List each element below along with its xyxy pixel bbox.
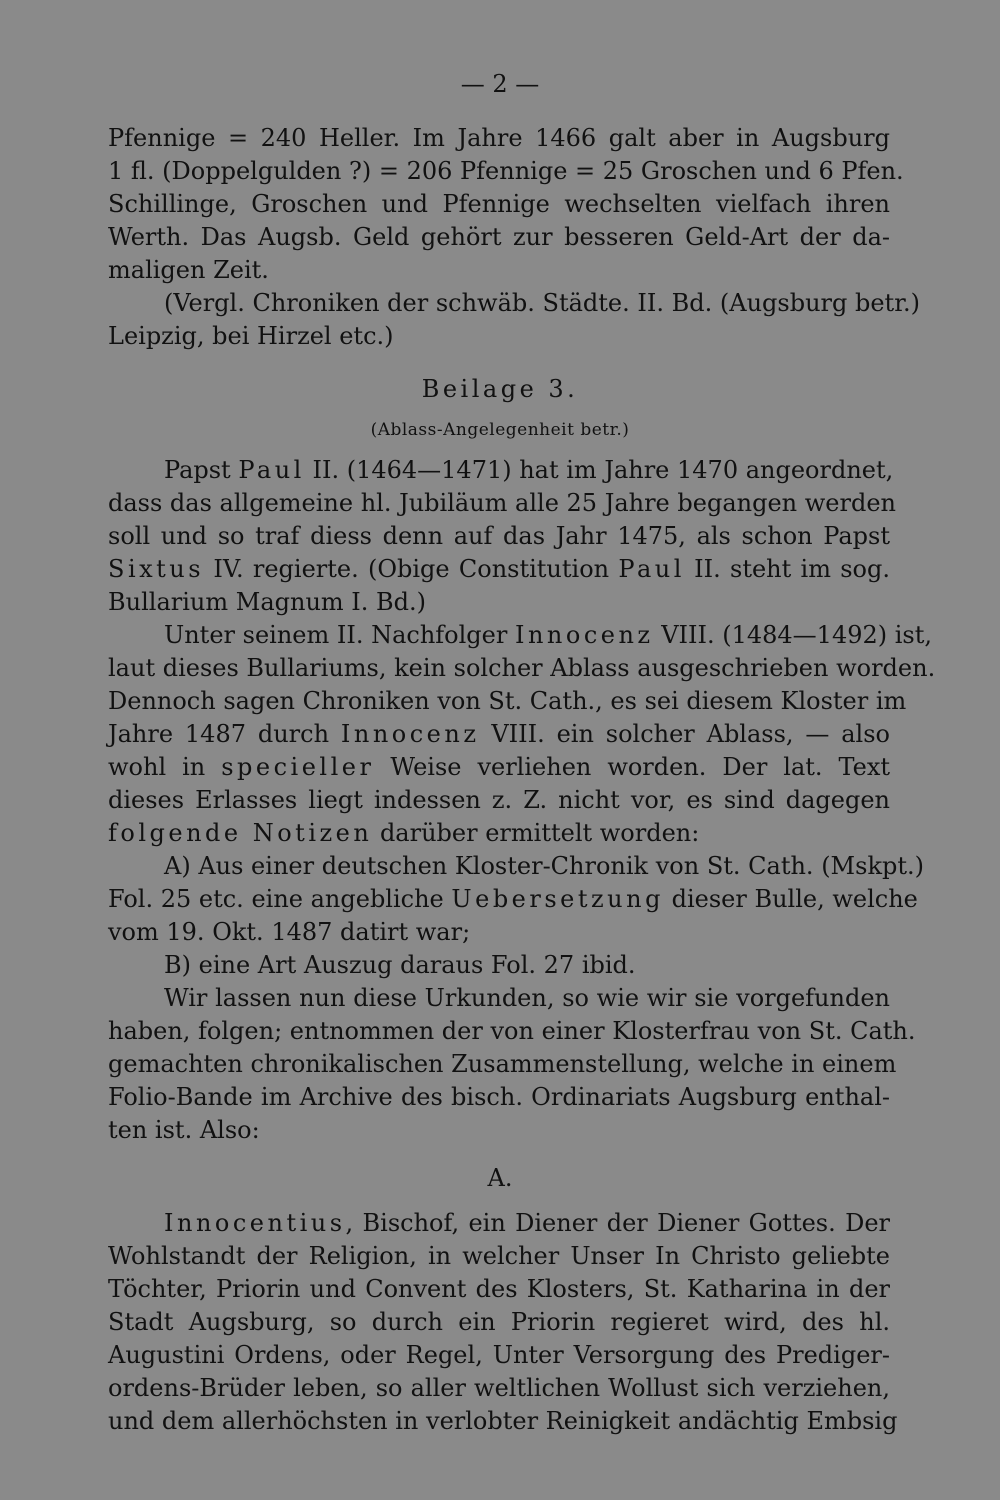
text-line: maligen Zeit. xyxy=(108,256,269,284)
section-label: A. xyxy=(487,1164,513,1192)
spaced-name: Paul xyxy=(618,555,685,583)
text-line: Schillinge, Groschen und Pfennige wechselten vielfach ihren xyxy=(108,190,890,218)
text-line: Dennoch sagen Chroniken von St. Cath., es sei diesem Kloster im xyxy=(108,687,907,715)
text-line xyxy=(164,619,933,651)
text-line: haben, folgen; entnommen der von einer Klosterfrau von St. Cath. xyxy=(108,1017,916,1045)
text-line xyxy=(108,883,918,915)
text-run: darüber ermittelt worden: xyxy=(372,819,700,847)
spaced-name: Paul xyxy=(238,456,305,484)
text-line: dass das allgemeine hl. Jubiläum alle 25 Jahre begangen werden xyxy=(108,489,896,517)
text-line: soll und so traf diess denn auf das Jahr 1475, als schon Papst xyxy=(108,522,890,550)
text-line xyxy=(164,1207,890,1239)
text-run: , Bischof, ein Diener der Diener Gottes. Der xyxy=(345,1209,890,1237)
text-line xyxy=(108,553,890,585)
spaced-name: Innocenz xyxy=(514,621,654,649)
spaced-name: Innocenz xyxy=(340,720,480,748)
text-run: Jahre 1487 durch xyxy=(108,720,341,748)
spaced-word: specieller xyxy=(221,753,375,781)
text-line: und dem allerhöchsten in verlobter Reinigkeit andächtig Embsig xyxy=(108,1407,898,1435)
spaced-word: Uebersetzung xyxy=(451,885,664,913)
page-number: — 2 — xyxy=(460,70,540,98)
text-line: Leipzig, bei Hirzel etc.) xyxy=(108,322,394,350)
text-run: dieser Bulle, welche xyxy=(663,885,918,913)
text-line: Pfennige = 240 Heller. Im Jahre 1466 galt aber in Augsburg xyxy=(108,124,890,152)
text-run: Papst xyxy=(164,456,239,484)
text-line: gemachten chronikalischen Zusammenstellung, welche in einem xyxy=(108,1050,897,1078)
text-run: Unter seinem II. Nachfolger xyxy=(164,621,515,649)
text-line: Bullarium Magnum I. Bd.) xyxy=(108,588,427,616)
text-line: Stadt Augsburg, so durch ein Priorin regieret wird, des hl. xyxy=(108,1308,890,1336)
text-line xyxy=(108,817,890,849)
text-run: Weise verliehen worden. Der lat. Text xyxy=(374,753,891,781)
text-line: vom 19. Okt. 1487 datirt war; xyxy=(108,918,471,946)
text-line: Werth. Das Augsb. Geld gehört zur besseren Geld-Art der da- xyxy=(108,223,890,251)
text-line: Augustini Ordens, oder Regel, Unter Versorgung des Prediger- xyxy=(108,1341,890,1369)
text-run: VIII. (1484—1492) ist, xyxy=(653,621,933,649)
text-run: VIII. ein solcher Ablass, — also xyxy=(479,720,890,748)
text-line: laut dieses Bullariums, kein solcher Ablass ausgeschrieben worden. xyxy=(108,654,936,682)
text-line: (Vergl. Chroniken der schwäb. Städte. II. Bd. (Augsburg betr.) xyxy=(164,289,921,317)
text-line: ten ist. Also: xyxy=(108,1116,260,1144)
text-run: II. steht im sog. xyxy=(684,555,891,583)
text-line: A) Aus einer deutschen Kloster-Chronik von St. Cath. (Mskpt.) xyxy=(164,852,924,880)
text-run: Fol. 25 etc. eine angebliche xyxy=(108,885,452,913)
spaced-name: Innocentius xyxy=(164,1209,346,1237)
text-run: II. (1464—1471) hat im Jahre 1470 angeordnet, xyxy=(304,456,894,484)
spaced-word: folgende Notizen xyxy=(108,819,373,847)
section-subheading: (Ablass-Angelegenheit betr.) xyxy=(370,420,630,440)
text-line xyxy=(108,751,890,783)
text-line xyxy=(164,454,894,486)
text-line: 1 fl. (Doppelgulden ?) = 206 Pfennige = 25 Groschen und 6 Pfen. xyxy=(108,157,904,185)
text-line: dieses Erlasses liegt indessen z. Z. nicht vor, es sind dagegen xyxy=(108,786,890,814)
text-run: wohl in xyxy=(108,753,222,781)
text-line: Wir lassen nun diese Urkunden, so wie wir sie vorgefunden xyxy=(164,984,890,1012)
text-run: IV. regierte. (Obige Constitution xyxy=(204,555,619,583)
text-line: Töchter, Priorin und Convent des Klosters, St. Katharina in der xyxy=(108,1275,890,1303)
text-line: Folio-Bande im Archive des bisch. Ordinariats Augsburg enthal- xyxy=(108,1083,890,1111)
section-heading: Beilage 3. xyxy=(421,375,579,403)
text-line xyxy=(108,718,890,750)
text-line: ordens-Brüder leben, so aller weltlichen Wollust sich verziehen, xyxy=(108,1374,890,1402)
text-line: B) eine Art Auszug daraus Fol. 27 ibid. xyxy=(164,951,636,979)
text-line: Wohlstandt der Religion, in welcher Unser In Christo geliebte xyxy=(108,1242,890,1270)
spaced-name: Sixtus xyxy=(108,555,205,583)
